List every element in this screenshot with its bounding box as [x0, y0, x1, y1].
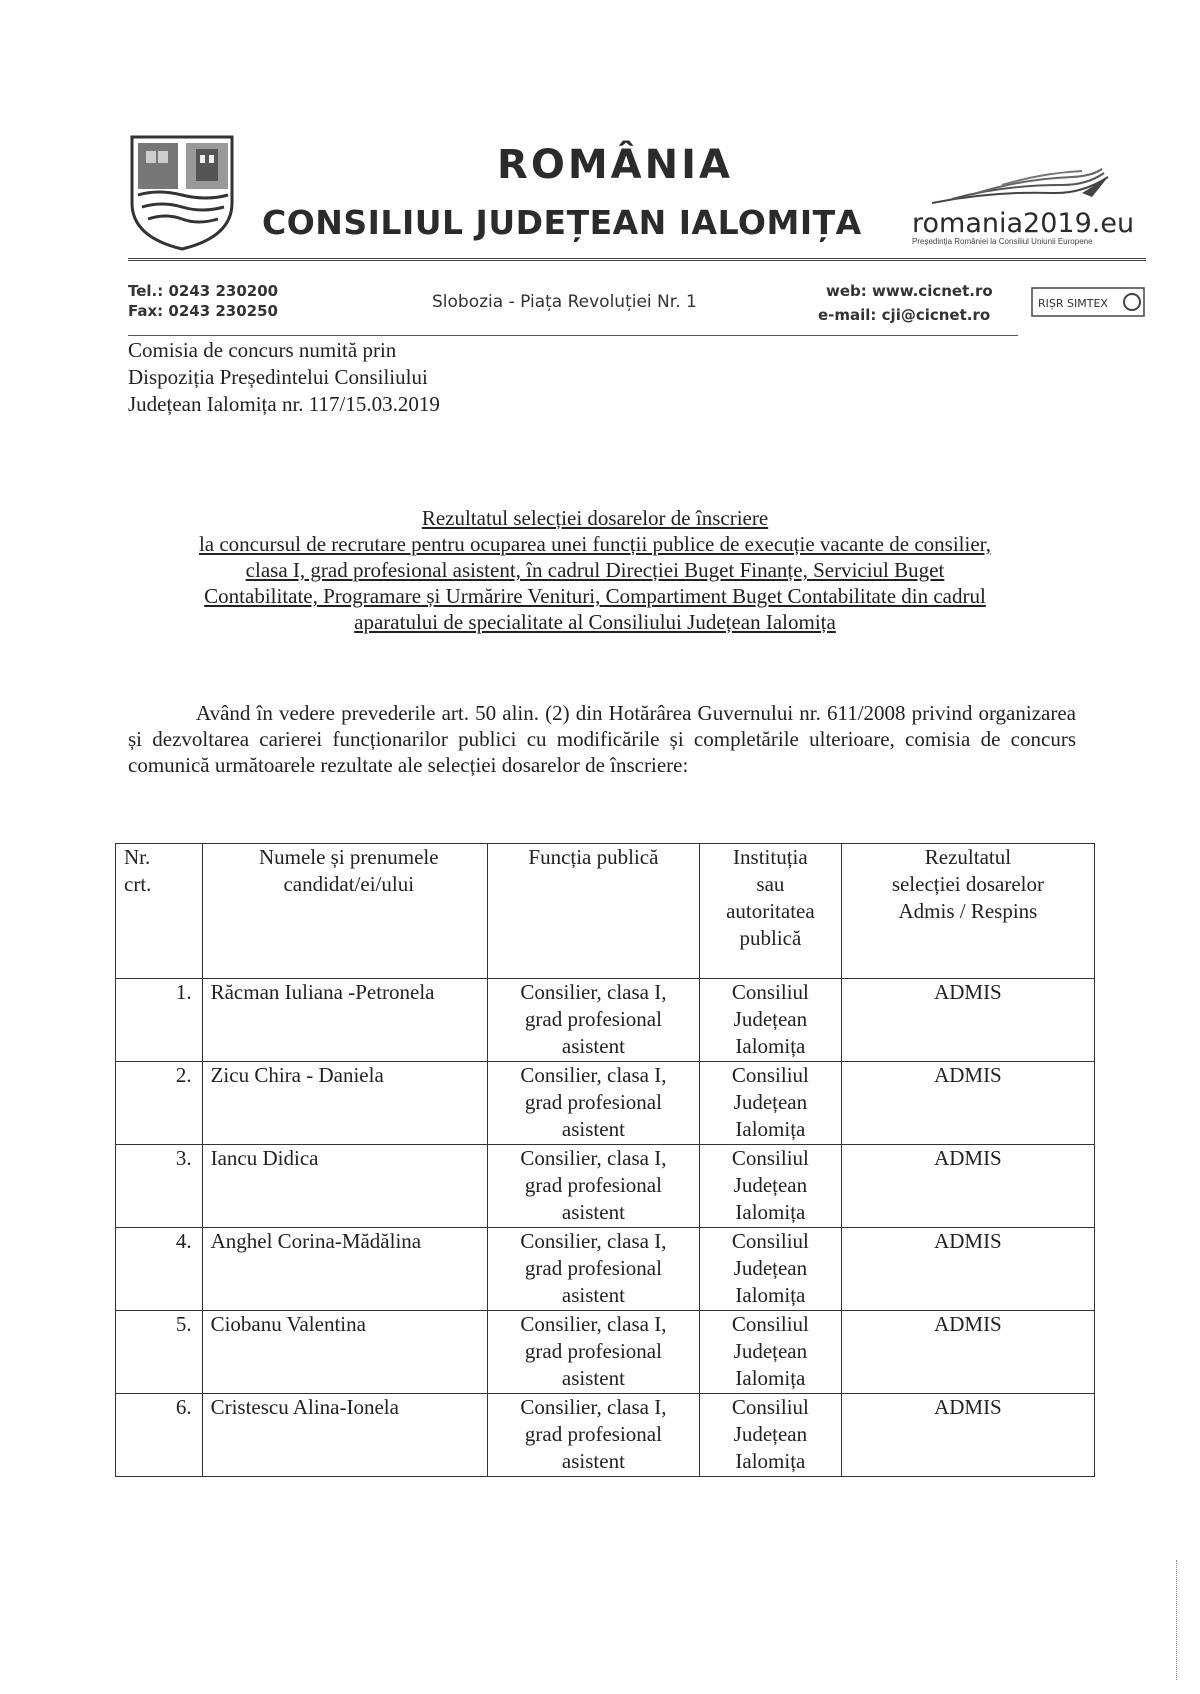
table-row [116, 979, 1095, 1062]
svg-text:RIȘR SIMTEX: RIȘR SIMTEX [1038, 297, 1108, 310]
results-heading-line: Contabilitate, Programare și Urmărire Venituri, Compartiment Buget Contabilitate din cadrul [204, 584, 986, 608]
intro-paragraph-text: Având în vedere prevederile art. 50 alin. (2) din Hotărârea Guvernului nr. 611/2008 privind organizarea și dezvoltarea carierei funcționarilor publici cu modificările și completările ulterioare, comisia de concurs comunică următoarele rezultate ale selecției dosarelor de înscriere: [128, 701, 1076, 777]
row-number: 4. [116, 1228, 203, 1311]
institution: Consiliul Județean Ialomița [699, 1311, 841, 1394]
selection-result: ADMIS [841, 1145, 1094, 1228]
results-heading-line: clasa I, grad profesional asistent, în cadrul Direcției Buget Finanțe, Serviciul Buget [245, 558, 945, 582]
institution: Consiliul Județean Ialomița [699, 1062, 841, 1145]
commission-line: Județean Ialomița nr. 117/15.03.2019 [128, 392, 440, 416]
county-coat-of-arms-icon [128, 133, 236, 251]
phone-number: Tel.: 0243 230200 [128, 282, 279, 300]
table-row [116, 1228, 1095, 1311]
commission-line: Comisia de concurs numită prin [128, 338, 397, 362]
commission-reference [128, 337, 440, 418]
table-row [116, 1145, 1095, 1228]
results-heading [120, 505, 1070, 635]
page-title: ROMÂNIA [497, 142, 733, 188]
eu-presidency-logo-icon [932, 163, 1112, 213]
header-name: Numele și prenumele candidat/ei/ului [202, 844, 487, 979]
commission-line: Dispoziția Președintelui Consiliului [128, 365, 428, 389]
fax-number: Fax: 0243 230250 [128, 302, 278, 320]
certification-logo-icon [1030, 282, 1146, 322]
row-number: 1. [116, 979, 203, 1062]
website-link[interactable]: web: www.cicnet.ro [826, 282, 993, 300]
header-divider [128, 258, 1146, 261]
candidate-name: Cristescu Alina-Ionela [202, 1394, 487, 1477]
table-header-row [116, 844, 1095, 979]
selection-result: ADMIS [841, 1394, 1094, 1477]
institution-name: CONSILIUL JUDEȚEAN IALOMIȚA [262, 203, 862, 242]
header-function: Funcția publică [487, 844, 699, 979]
row-number: 6. [116, 1394, 203, 1477]
public-function: Consilier, clasa I, grad profesional asistent [487, 1145, 699, 1228]
table-row [116, 1394, 1095, 1477]
institution: Consiliul Județean Ialomița [699, 1145, 841, 1228]
public-function: Consilier, clasa I, grad profesional asistent [487, 1311, 699, 1394]
institution: Consiliul Județean Ialomița [699, 1394, 841, 1477]
selection-result: ADMIS [841, 979, 1094, 1062]
eu-tagline: Președinția României la Consiliul Uniunii Europene [912, 237, 1093, 246]
selection-result: ADMIS [841, 1228, 1094, 1311]
row-number: 2. [116, 1062, 203, 1145]
results-heading-line: aparatului de specialitate al Consiliului Județean Ialomița [354, 610, 836, 634]
table-row [116, 1062, 1095, 1145]
scan-margin-mark [1176, 1560, 1181, 1680]
selection-result: ADMIS [841, 1062, 1094, 1145]
institution: Consiliul Județean Ialomița [699, 979, 841, 1062]
public-function: Consilier, clasa I, grad profesional asistent [487, 979, 699, 1062]
header-institution: Instituția sau autoritatea publică [699, 844, 841, 979]
row-number: 3. [116, 1145, 203, 1228]
table-row [116, 1311, 1095, 1394]
results-heading-line: la concursul de recrutare pentru ocuparea unei funcții publice de execuție vacante de consilier, [198, 532, 992, 556]
header-nr: Nr. crt. [116, 844, 203, 979]
candidate-name: Zicu Chira - Daniela [202, 1062, 487, 1145]
institution: Consiliul Județean Ialomița [699, 1228, 841, 1311]
public-function: Consilier, clasa I, grad profesional asistent [487, 1394, 699, 1477]
header-result: Rezultatul selecției dosarelor Admis / Respins [841, 844, 1094, 979]
intro-paragraph [128, 700, 1076, 778]
selection-result: ADMIS [841, 1311, 1094, 1394]
results-heading-line: Rezultatul selecției dosarelor de înscriere [421, 506, 769, 530]
candidate-name: Anghel Corina-Mădălina [202, 1228, 487, 1311]
public-function: Consilier, clasa I, grad profesional asistent [487, 1062, 699, 1145]
contact-divider [128, 335, 1018, 336]
postal-address: Slobozia - Piața Revoluției Nr. 1 [432, 292, 697, 312]
email-link[interactable]: e-mail: cji@cicnet.ro [818, 306, 991, 324]
eu-brand-text: romania2019.eu [912, 208, 1135, 239]
candidate-name: Răcman Iuliana -Petronela [202, 979, 487, 1062]
public-function: Consilier, clasa I, grad profesional asistent [487, 1228, 699, 1311]
candidate-name: Ciobanu Valentina [202, 1311, 487, 1394]
results-table [115, 843, 1095, 1477]
row-number: 5. [116, 1311, 203, 1394]
candidate-name: Iancu Didica [202, 1145, 487, 1228]
